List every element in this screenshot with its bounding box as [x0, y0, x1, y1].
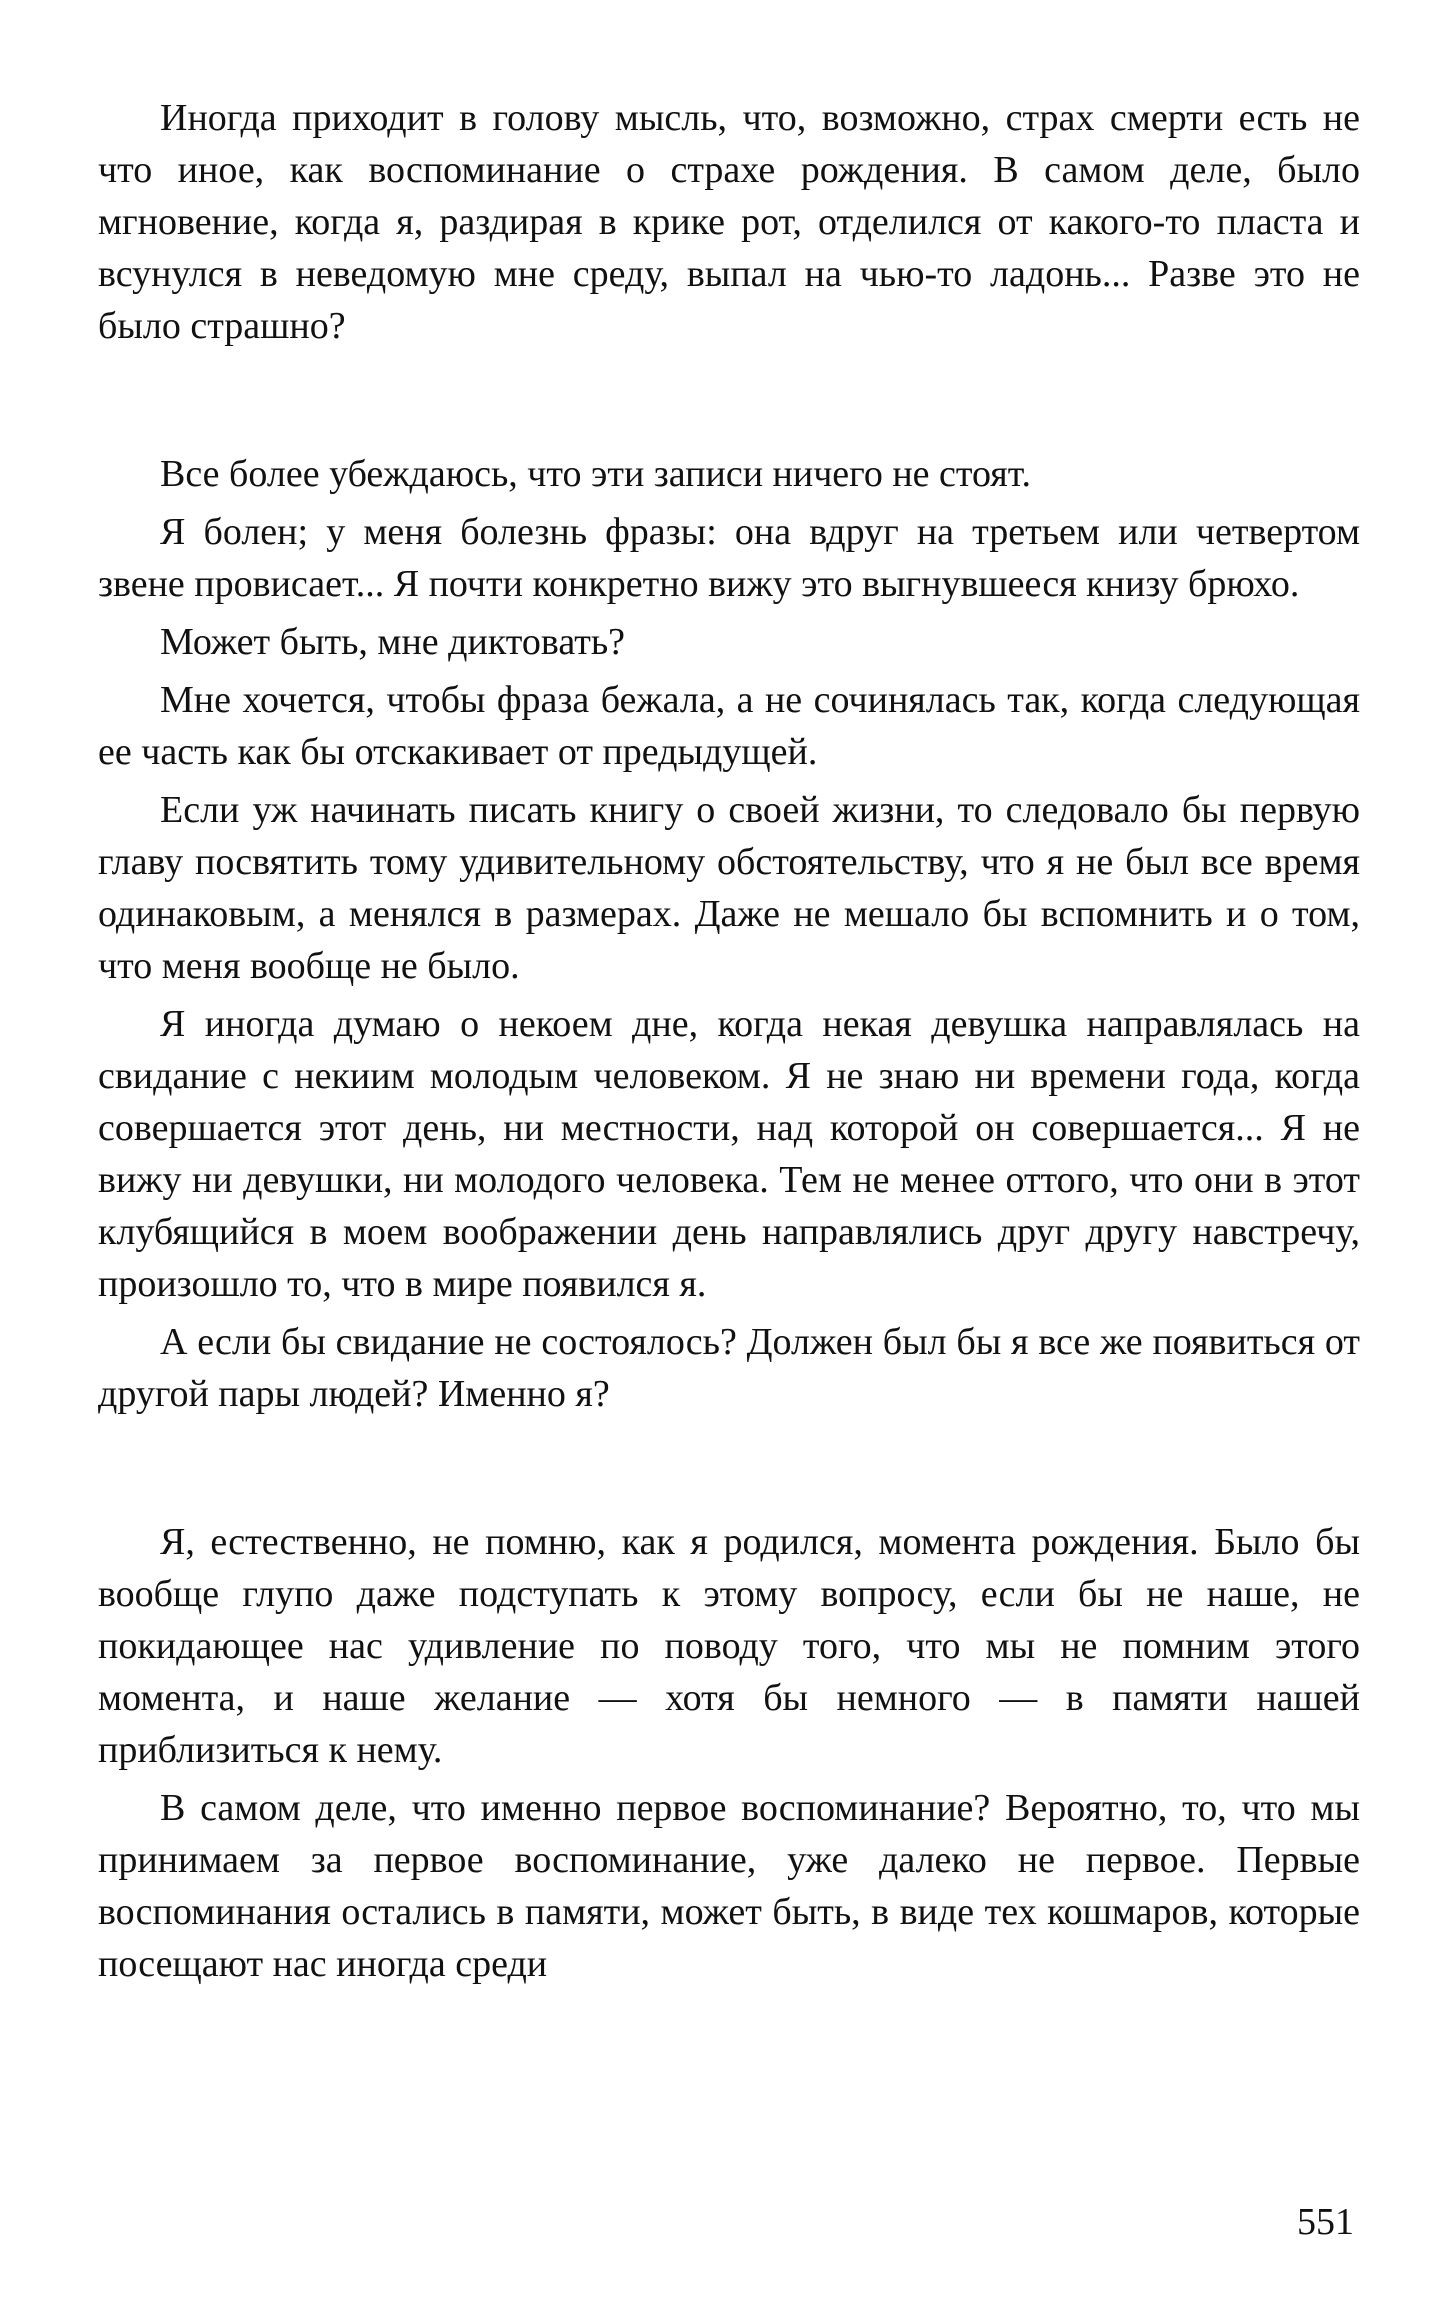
book-page [98, 92, 1360, 1996]
paragraph: А если бы свидание не состоялось? Должен был бы я все же появиться от другой пары людей? Именно я? [98, 1321, 1360, 1415]
paragraph: Иногда приходит в голову мысль, что, возможно, страх смерти есть не что иное, как воспоминание о страхе рождения. В самом деле, было мгновение, когда я, раздирая в крике рот, отделился от какого-то пласта и всунулся в неведомую мне среду, выпал на чью-то ладонь... Разве это не было страшно? [98, 97, 1360, 347]
paragraph: Может быть, мне диктовать? [160, 621, 626, 663]
paragraph: Я болен; у меня болезнь фразы: она вдруг на третьем или четвертом звене провисает... Я почти конкретно вижу это выгнувшееся книзу брюхо. [98, 511, 1360, 605]
section-3 [98, 1516, 1360, 1990]
paragraph: Если уж начинать писать книгу о своей жизни, то следовало бы первую главу посвятить тому удивительному обстоятельству, что я не был все время одинаковым, а менялся в размерах. Даже не мешало бы вспомнить и о том, что меня вообще не было. [98, 789, 1360, 987]
paragraph: Я, естественно, не помню, как я родился, момента рождения. Было бы вообще глупо даже подступать к этому вопросу, если бы не наше, не покидающее нас удивление по поводу того, что мы не помним этого момента, и наше желание — хотя бы немного — в памяти нашей приблизиться к нему. [98, 1521, 1360, 1771]
paragraph: В самом деле, что именно первое воспоминание? Вероятно, то, что мы принимаем за первое воспоминание, уже далеко не первое. Первые воспоминания остались в памяти, может быть, в виде тех кошмаров, которые посещают нас иногда среди [98, 1787, 1360, 1985]
paragraph: Я иногда думаю о некоем дне, когда некая девушка направлялась на свидание с некиим молодым человеком. Я не знаю ни времени года, когда совершается этот день, ни местности, над которой он совершается... Я не вижу ни девушки, ни молодого человека. Тем не менее оттого, что они в этот клубящийся в моем воображении день направлялись друг другу навстречу, произошло то, что в мире появился я. [98, 1003, 1360, 1305]
paragraph: Мне хочется, чтобы фраза бежала, а не сочинялась так, когда следующая ее часть как бы отскакивает от предыдущей. [98, 679, 1360, 773]
paragraph: Все более убеждаюсь, что эти записи ничего не стоят. [160, 453, 1031, 495]
section-2 [98, 448, 1360, 1420]
section-1 [98, 92, 1360, 352]
page-number: 551 [1297, 2201, 1354, 2243]
